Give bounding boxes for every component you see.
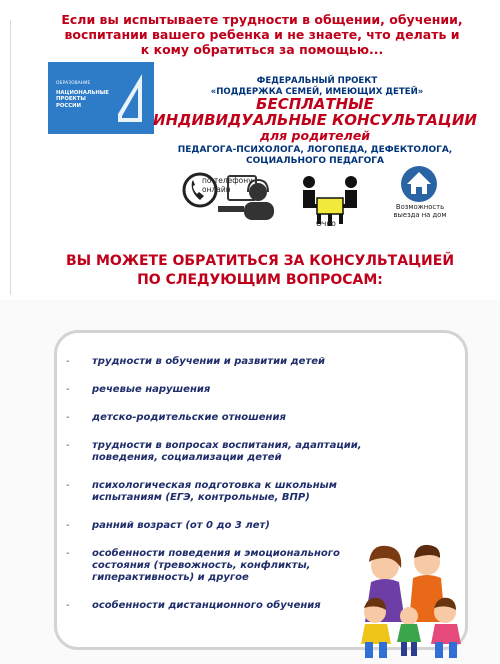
list-item [66,412,396,424]
bullet: - [66,600,70,611]
bullet: - [66,480,70,491]
bullet: - [66,440,70,451]
specialists-line-1: ПЕДАГОГА-ПСИХОЛОГА, ЛОГОПЕДА, ДЕФЕКТОЛОГА, [177,145,453,155]
list-item [66,384,396,396]
bullet: - [66,356,70,367]
free-line-2: ИНДИВИДУАЛЬНЫЕ КОНСУЛЬТАЦИИ [153,111,477,129]
bullet: - [66,384,70,395]
specialists-line-2: СОЦИАЛЬНОГО ПЕДАГОГА [246,156,384,166]
logo-line-3: РОССИИ [56,102,82,109]
live-label: Очно [316,219,336,228]
national-projects-logo [48,62,154,134]
phone-label [202,176,253,194]
bullet: - [66,520,70,531]
topic-text: особенности дистанционного обучения [92,600,321,611]
phone-label-1: по телефону [202,176,253,185]
logo-line-1: НАЦИОНАЛЬНЫЕ [56,90,109,96]
topic-text: трудности в вопросах воспитания, адаптации, поведения, социализации детей [92,440,362,463]
home-label-1: Возможность [395,203,445,211]
free-line-1: БЕСПЛАТНЫЕ [256,95,374,113]
project-title: ФЕДЕРАЛЬНЫЙ ПРОЕКТ [256,76,378,86]
intro-line-3: к кому обратиться за помощью... [140,42,384,57]
home-label-2: выезда на дом [393,211,447,219]
logo-small-label: ОБРАЗОВАНИЕ [56,80,91,85]
list-item [66,520,396,532]
project-name: «ПОДДЕРЖКА СЕМЕЙ, ИМЕЮЩИХ ДЕТЕЙ» [210,87,424,97]
bullet: - [66,412,70,423]
logo-emblem-icon [116,70,146,126]
list-item [66,356,396,368]
list-item [66,440,396,464]
logo-main-label [56,90,111,109]
topic-text: детско-родительские отношения [92,412,286,423]
intro-text [52,12,472,57]
intro-line-1: Если вы испытываете трудности в общении, обучении, [61,12,463,27]
for-parents: для родителей [259,128,371,143]
question-line-1: ВЫ МОЖЕТЕ ОБРАТИТЬСЯ ЗА КОНСУЛЬТАЦИЕЙ [65,253,455,269]
home-label [384,203,456,219]
family-illustration [345,542,475,658]
question-line-2: ПО СЛЕДУЮЩИМ ВОПРОСАМ: [137,272,383,288]
topic-text: трудности в обучении и развитии детей [92,356,326,367]
question-heading [30,252,490,290]
logo-line-2: ПРОЕКТЫ [56,96,86,103]
bullet: - [66,548,70,559]
intro-line-2: воспитании вашего ребенка и не знаете, что делать и [64,27,460,42]
list-item [66,480,396,504]
topic-text: психологическая подготовка к школьным испытаниям (ЕГЭ, контрольные, ВПР) [92,480,337,503]
topic-text: особенности поведения и эмоционального состояния (тревожность, конфликты, гиперактивность) и другое [92,548,340,583]
divider-line [10,20,11,295]
phone-label-2: онлайн [202,185,231,194]
topic-text: ранний возраст (от 0 до 3 лет) [92,520,270,531]
topic-text: речевые нарушения [92,384,211,395]
free-consultations [150,96,480,128]
